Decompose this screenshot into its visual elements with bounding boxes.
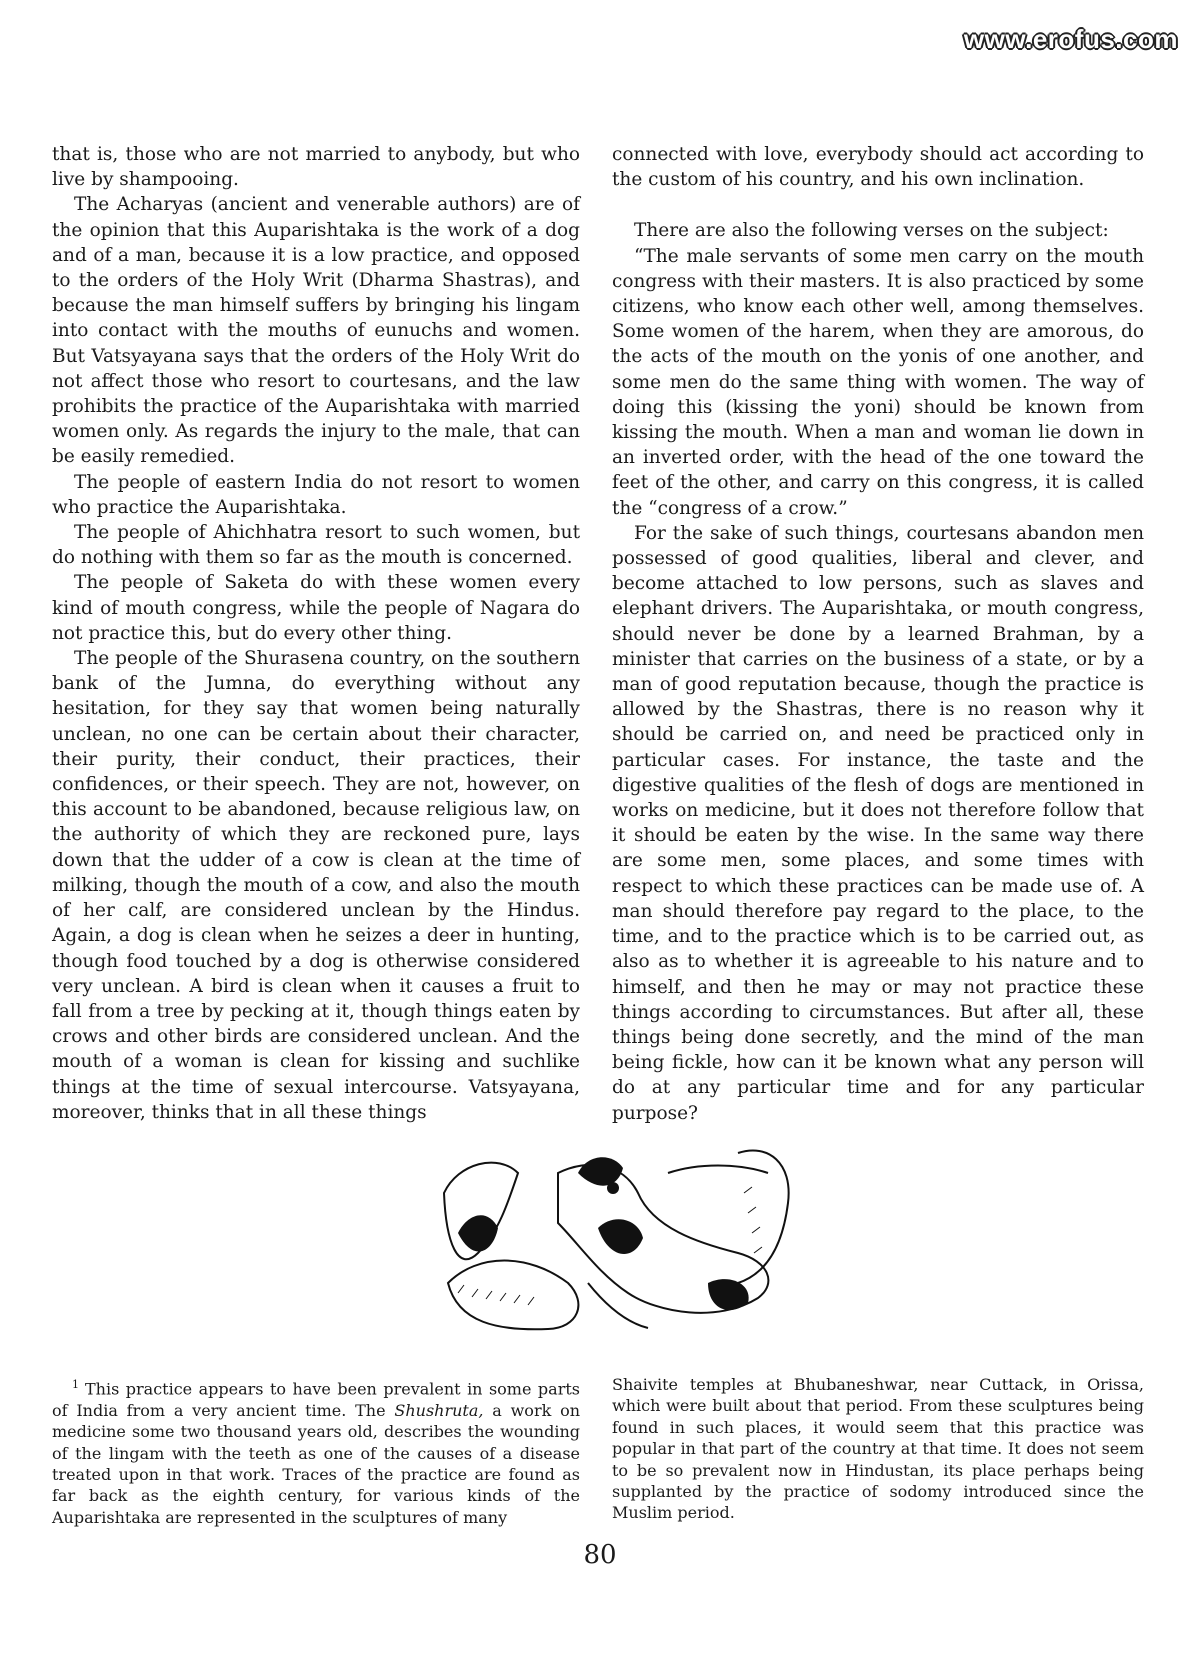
paragraph: “The male servants of some men carry on the mouth congress with their masters. It is also practiced by some citizens, who know each other well, among themselves. Some women of the harem, when they are amorous, do the acts of the mouth on the yonis of one another, and some men do the same thing with women. The way of doing this (kissing the yoni) should be known from kissing the mouth. When a man and woman lie down in an inverted order, with the head of the one toward the feet of the other, and carry on this congress, it is called the “congress of a crow.” — [612, 245, 1144, 519]
ink-illustration — [438, 1133, 800, 1331]
footnote-text: Shaivite temples at Bhubaneshwar, near Cuttack, in Orissa, which were built about that period. From these sculptures being found in such places, it would seem that this practice was popular in that part of the country at that time. It does not seem to be so prevalent now in Hindustan, its place perhaps being supplanted by the practice of sodomy introduced since the Muslim period. — [612, 1375, 1144, 1523]
page-number: 80 — [583, 1540, 617, 1570]
hatching-strokes — [744, 1187, 762, 1253]
paragraph-gap — [612, 192, 1144, 218]
footnote-marker: 1 — [72, 1378, 79, 1391]
hatching-strokes — [458, 1285, 534, 1305]
paragraph: The people of Ahichhatra resort to such women, but do nothing with them so far as the mouth is concerned. — [52, 522, 580, 569]
limb-line — [588, 1283, 648, 1328]
dark-hair — [578, 1157, 623, 1185]
dark-hatching — [458, 1215, 498, 1251]
site-watermark: www.erofus.com — [963, 24, 1178, 54]
footnote-text — [52, 1374, 580, 1528]
figure-right-outline — [738, 1150, 789, 1283]
footnote-right-column — [612, 1374, 1144, 1524]
paragraph: that is, those who are not married to anybody, but who live by shampooing. — [52, 144, 580, 191]
paragraph: For the sake of such things, courtesans abandon men possessed of good qualities, liberal and clever, and become attached to low persons, such as slaves and elephant drivers. The Auparishtaka, or mouth congress, should never be done by a learned Brahman, by a minister that carries on the business of a state, or by a man of good reputation because, though the practice is allowed by the Shastras, there is no reason why it should be carried on, and need be practiced only in particular cases. For instance, the taste and the digestive qualities of the flesh of dogs are mentioned in works on medicine, but it does not therefore follow that it should be eaten by the wise. In the same way there are some men, some places, and some times with respect to which these practices can be made use of. A man should therefore pay regard to the place, to the time, and to the practice which is to be carried out, as also as to whether it is agreeable to his nature and to himself, and then he may or may not practice these things according to circumstances. But after all, these things being done secretly, and the mind of the man being fickle, how can it be known what any person will do at any particular time and for any particular purpose? — [612, 522, 1144, 1124]
dark-hatching — [708, 1279, 749, 1310]
footnote-title-italic: Shushruta, — [394, 1400, 484, 1420]
paragraph: connected with love, everybody should act according to the custom of his country, and his own inclination. — [612, 144, 1144, 191]
ornament — [607, 1182, 619, 1194]
paragraph: The Acharyas (ancient and venerable authors) are of the opinion that this Auparishtaka is the work of a dog and of a man, because it is a low practice, and opposed to the orders of the Holy Writ (Dharma Shastras), and because the man himself suffers by bringing his lingam into contact with the mouths of eunuchs and women. But Vatsyayana says that the orders of the Holy Writ do not affect those who resort to courtesans, and the law prohibits the practice of the Auparishtaka with married women only. As regards the injury to the male, that can be easily remedied. — [52, 194, 580, 468]
paragraph: The people of the Shurasena country, on the southern bank of the Jumna, do everything without any hesitation, for they say that women being naturally unclean, no one can be certain about their character, their purity, their conduct, their practices, their confidences, or their speech. They are not, however, on this account to be abandoned, because religious law, on the authority of which they are reckoned pure, lays down that the udder of a cow is clean at the time of milking, though the mouth of a cow, and also the mouth of her calf, are considered unclean by the Hindus. Again, a dog is clean when he seizes a deer in hunting, though food touched by a dog is otherwise considered very unclean. A bird is clean when it causes a fruit to fall from a tree by pecking at it, though things eaten by crows and other birds are considered unclean. And the mouth of a woman is clean for kissing and suchlike things at the time of sexual intercourse. Vatsyayana, moreover, thinks that in all these things — [52, 648, 580, 1123]
limb-line — [668, 1166, 768, 1174]
figure-bottom-left-outline — [448, 1261, 578, 1330]
paragraph: The people of Saketa do with these women every kind of mouth congress, while the people of Nagara do not practice this, but do every other thing. — [52, 572, 580, 644]
footnote-text-part: This practice appears to have been prevalent in some parts of India from a very ancient time. The — [52, 1379, 580, 1420]
footnote-text-part: a work on medicine some two thousand years old, describes the wounding of the lingam with the teeth as one of the causes of a disease treated upon in that work. Traces of the practice are found as far back as the eighth century, for various kinds of the Auparishtaka are represented in the sculptures of many — [52, 1400, 581, 1527]
paragraph: There are also the following verses on the subject: — [634, 220, 1109, 242]
paragraph: The people of eastern India do not resort to women who practice the Auparishtaka. — [52, 471, 580, 518]
dark-garment — [598, 1219, 643, 1254]
left-text-column — [52, 142, 580, 1125]
right-text-column — [612, 142, 1144, 1126]
footnote-left-column — [52, 1374, 580, 1528]
